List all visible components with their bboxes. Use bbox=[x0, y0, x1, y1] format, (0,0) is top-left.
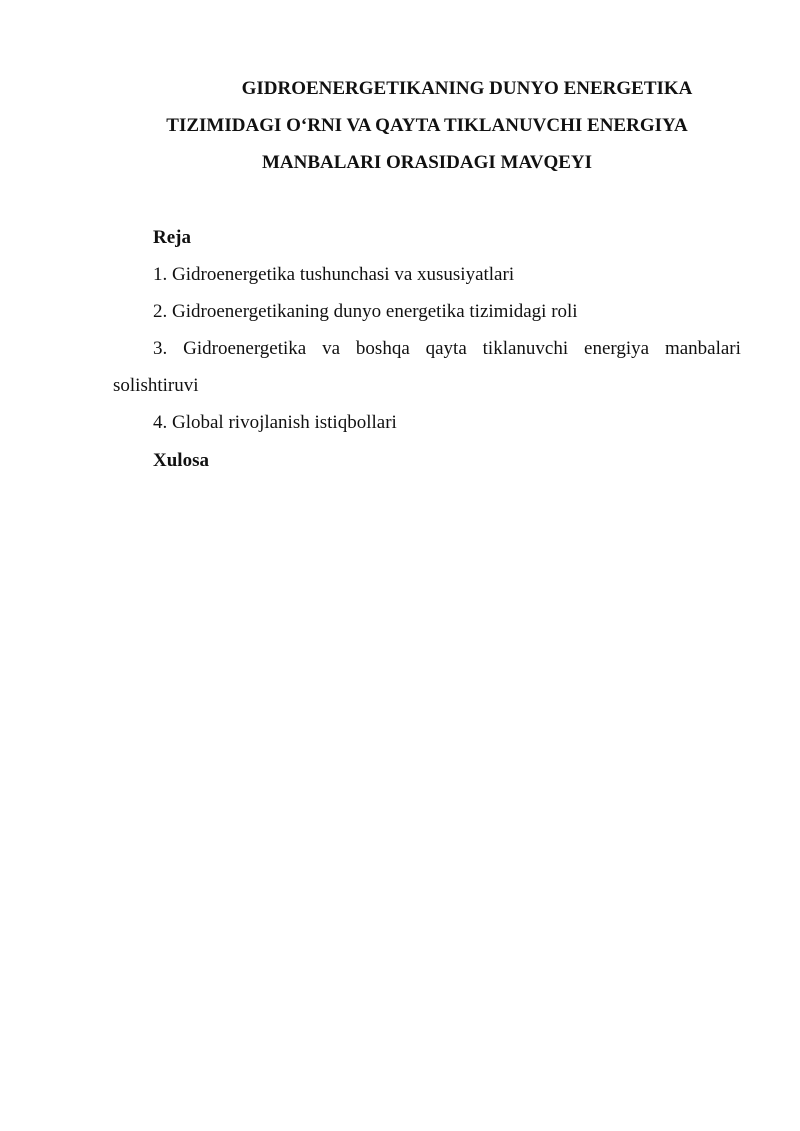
plan-item-3-word: boshqa bbox=[355, 338, 410, 359]
plan-item-3-continuation: solishtiruvi bbox=[113, 375, 199, 396]
plan-item-3-word: Gidroenergetika bbox=[183, 338, 307, 359]
plan-heading: Reja bbox=[153, 227, 191, 248]
plan-item-3-word: energiya bbox=[584, 338, 650, 359]
title-line-2: TIZIMIDAGI O‘RNI VA QAYTA TIKLANUVCHI ENERGIYA bbox=[166, 115, 688, 136]
plan-item-3-word: tiklanuvchi bbox=[482, 338, 569, 359]
plan-item-3 bbox=[153, 337, 741, 361]
title-line-1: GIDROENERGETIKANING DUNYO ENERGETIKA bbox=[241, 78, 693, 99]
plan-item-3-word: va bbox=[322, 338, 341, 359]
plan-item-4: 4. Global rivojlanish istiqbollari bbox=[153, 412, 397, 433]
plan-item-2: 2. Gidroenergetikaning dunyo energetika tizimidagi roli bbox=[153, 301, 578, 322]
title-line-3: MANBALARI ORASIDAGI MAVQEYI bbox=[261, 152, 593, 173]
conclusion-heading: Xulosa bbox=[153, 450, 209, 471]
plan-item-3-word: 3. bbox=[153, 338, 168, 359]
plan-item-3-word: manbalari bbox=[664, 338, 741, 359]
plan-item-3-word: qayta bbox=[425, 338, 467, 359]
plan-item-1: 1. Gidroenergetika tushunchasi va xususiyatlari bbox=[153, 264, 515, 285]
